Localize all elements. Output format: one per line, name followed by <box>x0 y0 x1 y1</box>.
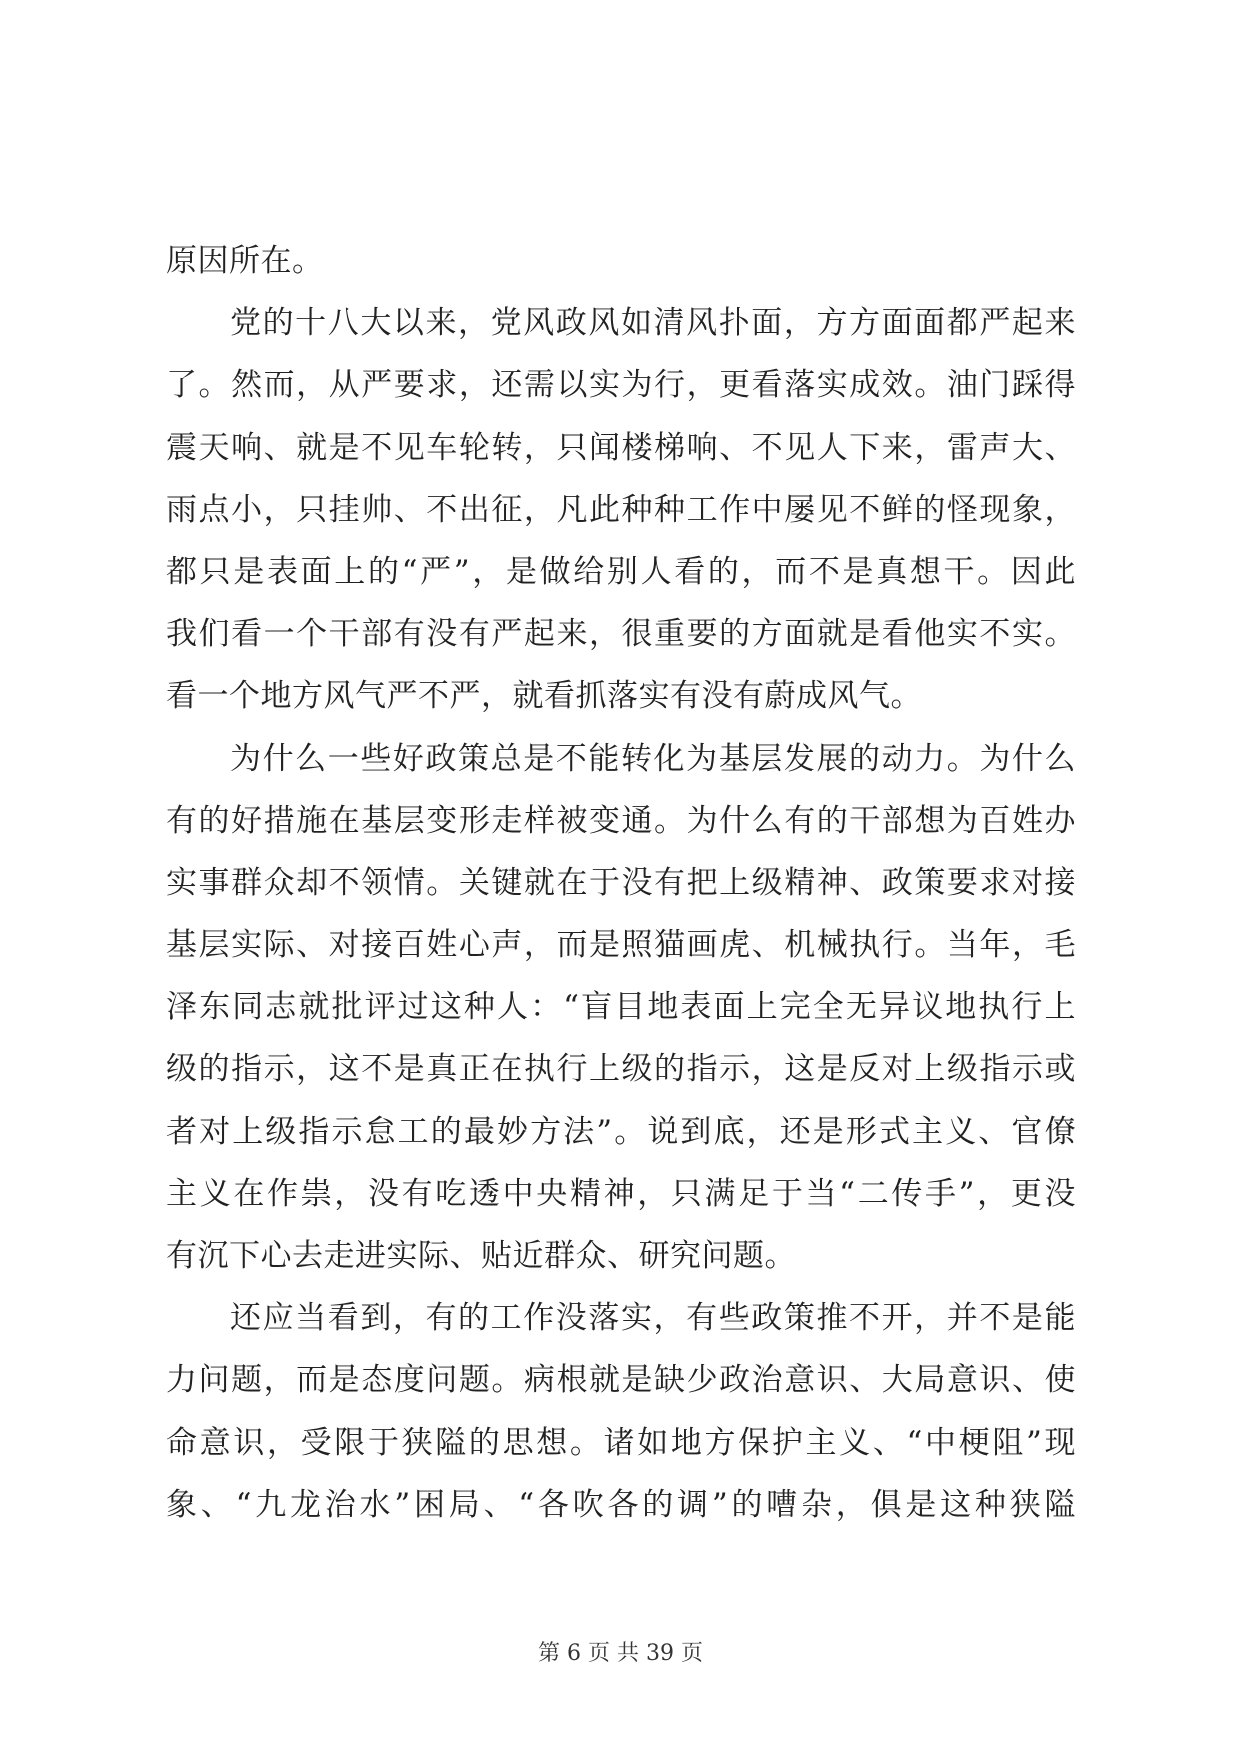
text-line: 还应当看到，有的工作没落实，有些政策推不开，并不是能 <box>230 1300 1076 1337</box>
text-line: 震天响、就是不见车轮转，只闻楼梯响、不见人下来，雷声大、 <box>166 429 1076 466</box>
text-line: 基层实际、对接百姓心声，而是照猫画虎、机械执行。当年，毛 <box>166 927 1076 964</box>
text-line: 原因所在。 <box>166 243 324 279</box>
text-line: 主义在作祟，没有吃透中央精神，只满足于当“二传手”，更没 <box>166 1175 1076 1212</box>
text-line: 为什么一些好政策总是不能转化为基层发展的动力。为什么 <box>230 740 1076 777</box>
text-line: 泽东同志就批评过这种人：“盲目地表面上完全无异议地执行上 <box>166 989 1076 1026</box>
text-line: 象、“九龙治水”困局、“各吹各的调”的嘈杂，俱是这种狭隘 <box>166 1486 1076 1523</box>
text-line: 党的十八大以来，党风政风如清风扑面，方方面面都严起来 <box>230 305 1076 342</box>
text-line: 了。然而，从严要求，还需以实为行，更看落实成效。油门踩得 <box>166 367 1076 404</box>
text-line: 都只是表面上的“严”，是做给别人看的，而不是真想干。因此 <box>166 553 1076 590</box>
text-line: 实事群众却不领情。关键就在于没有把上级精神、政策要求对接 <box>166 864 1076 901</box>
body-text <box>166 230 1076 1536</box>
text-line: 有沉下心去走进实际、贴近群众、研究问题。 <box>166 1238 796 1274</box>
text-line: 看一个地方风气严不严，就看抓落实有没有蔚成风气。 <box>166 678 922 715</box>
page-number: 第 6 页 共 39 页 <box>538 1641 703 1666</box>
text-line: 力问题，而是态度问题。病根就是缺少政治意识、大局意识、使 <box>166 1362 1076 1399</box>
text-line: 我们看一个干部有没有严起来，很重要的方面就是看他实不实。 <box>166 616 1076 653</box>
text-line: 命意识，受限于狭隘的思想。诸如地方保护主义、“中梗阻”现 <box>166 1424 1076 1461</box>
text-line: 级的指示，这不是真正在执行上级的指示，这是反对上级指示或 <box>166 1051 1076 1088</box>
text-line: 雨点小，只挂帅、不出征，凡此种种工作中屡见不鲜的怪现象， <box>166 491 1076 528</box>
text-line: 者对上级指示怠工的最妙方法”。说到底，还是形式主义、官僚 <box>166 1113 1076 1150</box>
text-line: 有的好措施在基层变形走样被变通。为什么有的干部想为百姓办 <box>166 802 1076 839</box>
